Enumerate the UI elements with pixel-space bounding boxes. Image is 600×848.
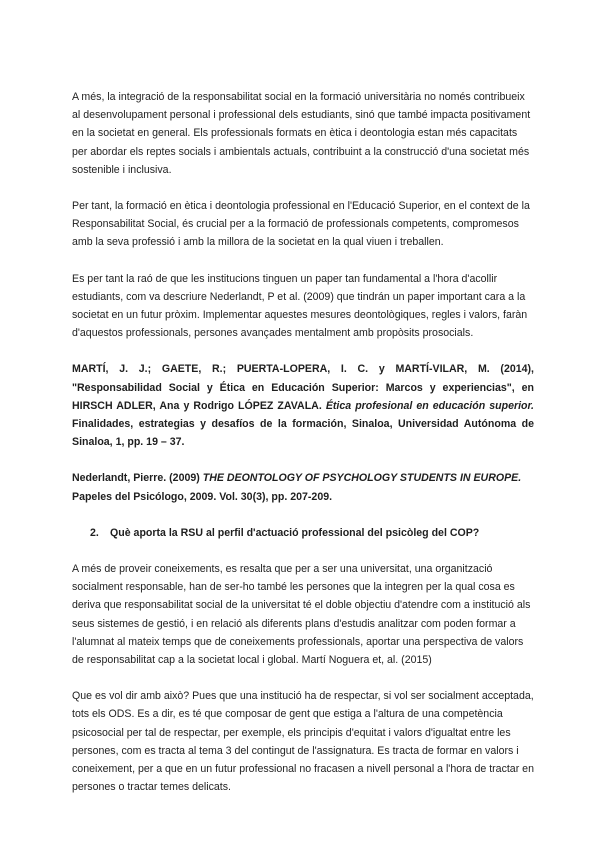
section-number: 2. bbox=[90, 526, 99, 539]
reference-nederlandt-title: THE DEONTOLOGY OF PSYCHOLOGY STUDENTS IN EUROPE. bbox=[202, 472, 522, 485]
paragraph-ods-meaning: Que es vol dir amb això? Pues que una institució ha de respectar, si vol ser socialment acceptada, tots els ODS. Es a dir, es té que composar de gent que estiga a l'altura de una competència psicosocial per tal de respectar, per exemple, els principis d'equitat i valors d'igualtat entre les persones, com es tracta al tema 3 del contingut de l'assignatura. Es tracta de formar en valors i coneixement, per a que en un futur professional no fracasen a nivell personal a l'hora de tractar en persones o tractar temes delicats. bbox=[72, 690, 534, 794]
section-title: Què aporta la RSU al perfil d'actuació professional del psicòleg del COP? bbox=[110, 526, 480, 539]
paragraph-social-responsibility: A més, la integració de la responsabilitat social en la formació universitària no només contribueix al desenvolupament personal i professional dels estudiants, sinó que també impacta positivament en la societat en general. Els professionals formats en ètica i deontologia estan més capacitats per abordar els reptes socials i ambientals actuals, contribuint a la construcció d'una societat més sostenible i inclusiva. bbox=[72, 91, 531, 176]
reference-marti bbox=[72, 360, 534, 451]
reference-marti-authors: MARTÍ, J. J.; GAETE, R.; PUERTA-LOPERA, I. C. y MARTÍ-VILAR, M. (2014), "Responsabilidad Social y Ética en Educación Superior: Marcos y experiencias", en HIRSCH ADLER, Ana y Rodrigo LÓPEZ ZAVALA. bbox=[72, 363, 534, 412]
paragraph-knowledge-provision: A més de proveir coneixements, es resalta que per a ser una universitat, una organització socialment responsable, han de ser-ho també les persones que la integren per la qual cosa es deriva que responsabilitat social de la universitat té el doble objectiu d'atendre com a institució als seus sistemes de gestió, i en relació als diferents plans d'estudis analitzar com poden formar a l'alumnat al mateix temps que de coneixements professionals, aportar una perspectiva de valors de responsabilitat cap a la societat local i global. Martí Noguera et, al. (2015) bbox=[72, 563, 531, 667]
reference-marti-title: Ética profesional en educación superior. bbox=[325, 399, 534, 412]
reference-marti-rest: Finalidades, estrategias y desafíos de la formación, Sinaloa, Universidad Autónoma de Sinaloa, 1, pp. 19 – 37. bbox=[72, 418, 534, 449]
reference-nederlandt-authors: Nederlandt, Pierre. (2009) bbox=[72, 472, 203, 485]
reference-nederlandt-rest: Papeles del Psicólogo, 2009. Vol. 30(3), pp. 207-209. bbox=[72, 490, 333, 503]
paragraph-institutions-role: Es per tant la raó de que les institucions tinguen un paper tan fundamental a l'hora d'acollir estudiants, com va descriure Nederlandt, P et al. (2009) que tindrán un paper important cara a la societat en un futur pròxim. Implementar aquestes mesures deontològiques, regles i valors, faràn d'aquestos professionals, persones avançades mentalment amb propòsits prosocials. bbox=[72, 272, 528, 340]
reference-nederlandt bbox=[72, 469, 534, 505]
document-page bbox=[72, 88, 534, 797]
section-heading bbox=[72, 524, 534, 542]
paragraph-ethics-training: Per tant, la formació en ètica i deontologia professional en l'Educació Superior, en el context de la Responsabilitat Social, és crucial per a la formació de professionals competents, compromesos amb la seva professió i amb la millora de la societat en la qual viuen i treballen. bbox=[72, 200, 530, 249]
